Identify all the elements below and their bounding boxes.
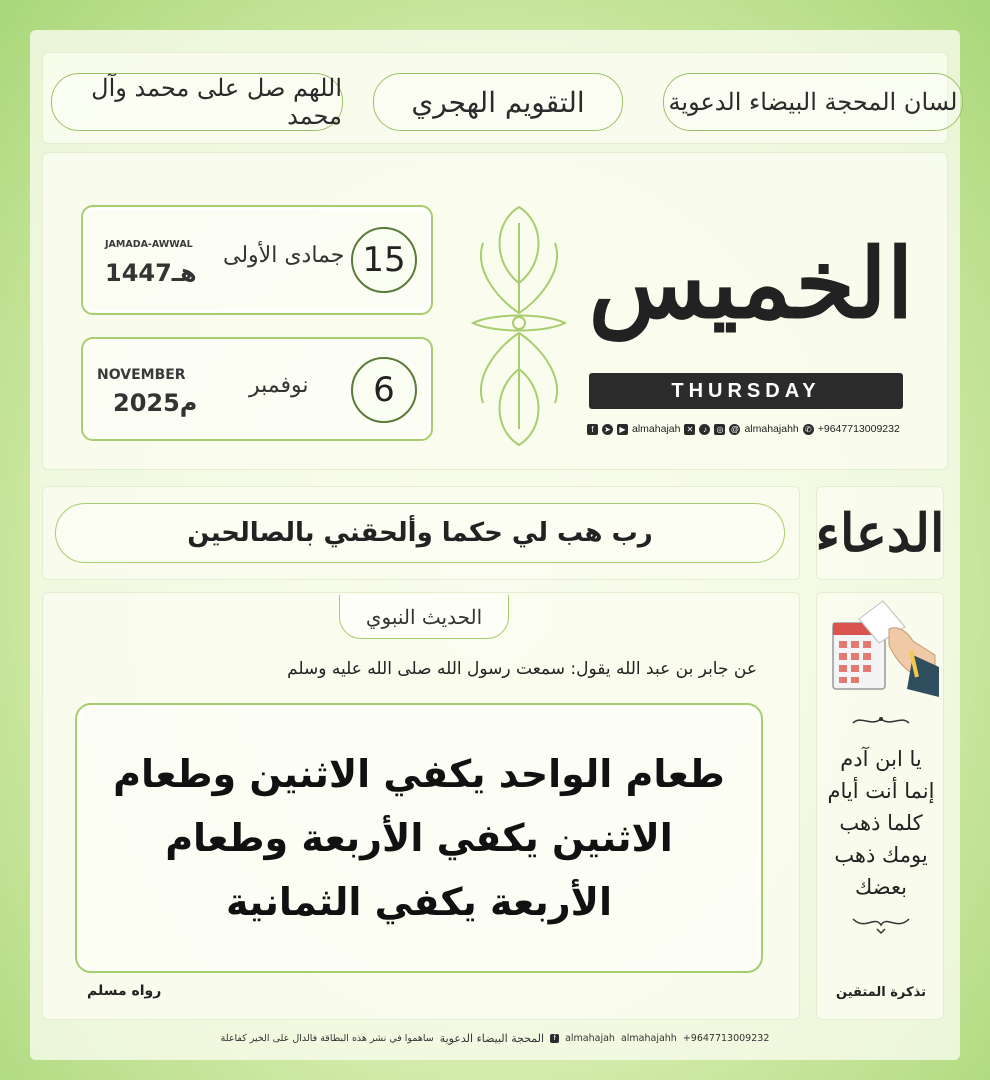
- whatsapp-icon[interactable]: ✆: [803, 424, 814, 435]
- threads-icon[interactable]: @: [730, 424, 740, 434]
- hadith-box: [75, 703, 763, 973]
- dua-label-panel: [816, 486, 944, 580]
- telegram-icon[interactable]: ➤: [602, 424, 613, 435]
- hijri-month-ar: جمادى الأولى: [223, 243, 345, 268]
- x-icon[interactable]: ✕: [684, 424, 695, 435]
- hijri-day: 15: [351, 227, 417, 293]
- weekday-arabic: الخميس: [588, 226, 914, 340]
- reminder-caption: تذكرة المتقين: [836, 985, 926, 1000]
- reminder-line-1: يا ابن آدم: [840, 747, 922, 771]
- youtube-icon[interactable]: ▶: [617, 424, 628, 435]
- social-phone[interactable]: +9647713009232: [817, 423, 900, 435]
- date-panel: [42, 152, 948, 470]
- reminder-panel: [816, 592, 944, 1020]
- decorative-flourish-top: [851, 713, 911, 729]
- social-handle-2[interactable]: almahajahh: [744, 423, 799, 435]
- reminder-lines: [821, 743, 941, 903]
- hadith-text: طعام الواحد يكفي الاثنين وطعام الاثنين يكفي الأربعة وطعام الأربعة يكفي الثمانية: [113, 752, 725, 924]
- footer: [160, 1028, 830, 1048]
- facebook-icon[interactable]: f: [587, 424, 598, 435]
- social-links: [587, 419, 907, 439]
- footer-handle-1[interactable]: almahajah: [565, 1032, 615, 1044]
- gregorian-month-en: NOVEMBER: [97, 367, 186, 383]
- hijri-date-box: [81, 205, 433, 315]
- hijri-year: 1447هـ: [105, 259, 197, 287]
- gregorian-day: 6: [351, 357, 417, 423]
- instagram-icon[interactable]: ◎: [714, 424, 725, 435]
- gregorian-month-ar: نوفمبر: [249, 373, 309, 398]
- header-brand-title: لسان المحجة البيضاء الدعوية: [663, 73, 963, 131]
- gregorian-date-box: [81, 337, 433, 441]
- footer-phone[interactable]: +9647713009232: [682, 1032, 770, 1044]
- header-panel: [42, 52, 958, 144]
- header-salawat: اللهم صل على محمد وآل محمد: [51, 73, 343, 131]
- footer-facebook-icon[interactable]: f: [550, 1034, 559, 1043]
- reminder-line-4: يومك ذهب: [834, 843, 928, 867]
- calendar-hand-illustration: [827, 597, 939, 697]
- footer-handle-2[interactable]: almahajahh: [620, 1032, 677, 1044]
- reminder-line-2: إنما أنت أيام: [827, 779, 935, 803]
- floral-ornament: [463, 203, 575, 449]
- gregorian-year: 2025م: [113, 389, 198, 417]
- hijri-month-en: JAMADA-AWWAL: [105, 239, 193, 250]
- footer-share-text: ساهموا في نشر هذه البطاقة فالدال على الخير كفاعلة: [220, 1032, 434, 1044]
- tiktok-icon[interactable]: ♪: [699, 424, 710, 435]
- hadith-narrator: عن جابر بن عبد الله يقول: سمعت رسول الله صلى الله عليه وسلم: [287, 659, 757, 679]
- decorative-flourish-bottom: [851, 913, 911, 935]
- weekday-english: THURSDAY: [589, 373, 903, 409]
- reminder-line-5: بعضك: [855, 875, 907, 899]
- header-calendar-title: التقويم الهجري: [373, 73, 623, 131]
- social-handle-1[interactable]: almahajah: [632, 423, 681, 435]
- hadith-source: رواه مسلم: [87, 983, 162, 999]
- dua-text: رب هب لي حكما وألحقني بالصالحين: [55, 503, 785, 563]
- footer-logo: المحجة البيضاء الدعوية: [439, 1031, 545, 1045]
- reminder-line-3: كلما ذهب: [839, 811, 923, 835]
- dua-panel: [42, 486, 800, 580]
- hadith-panel: [42, 592, 800, 1020]
- dua-label: الدعاء: [815, 502, 945, 564]
- hadith-section-title: الحديث النبوي: [339, 595, 509, 639]
